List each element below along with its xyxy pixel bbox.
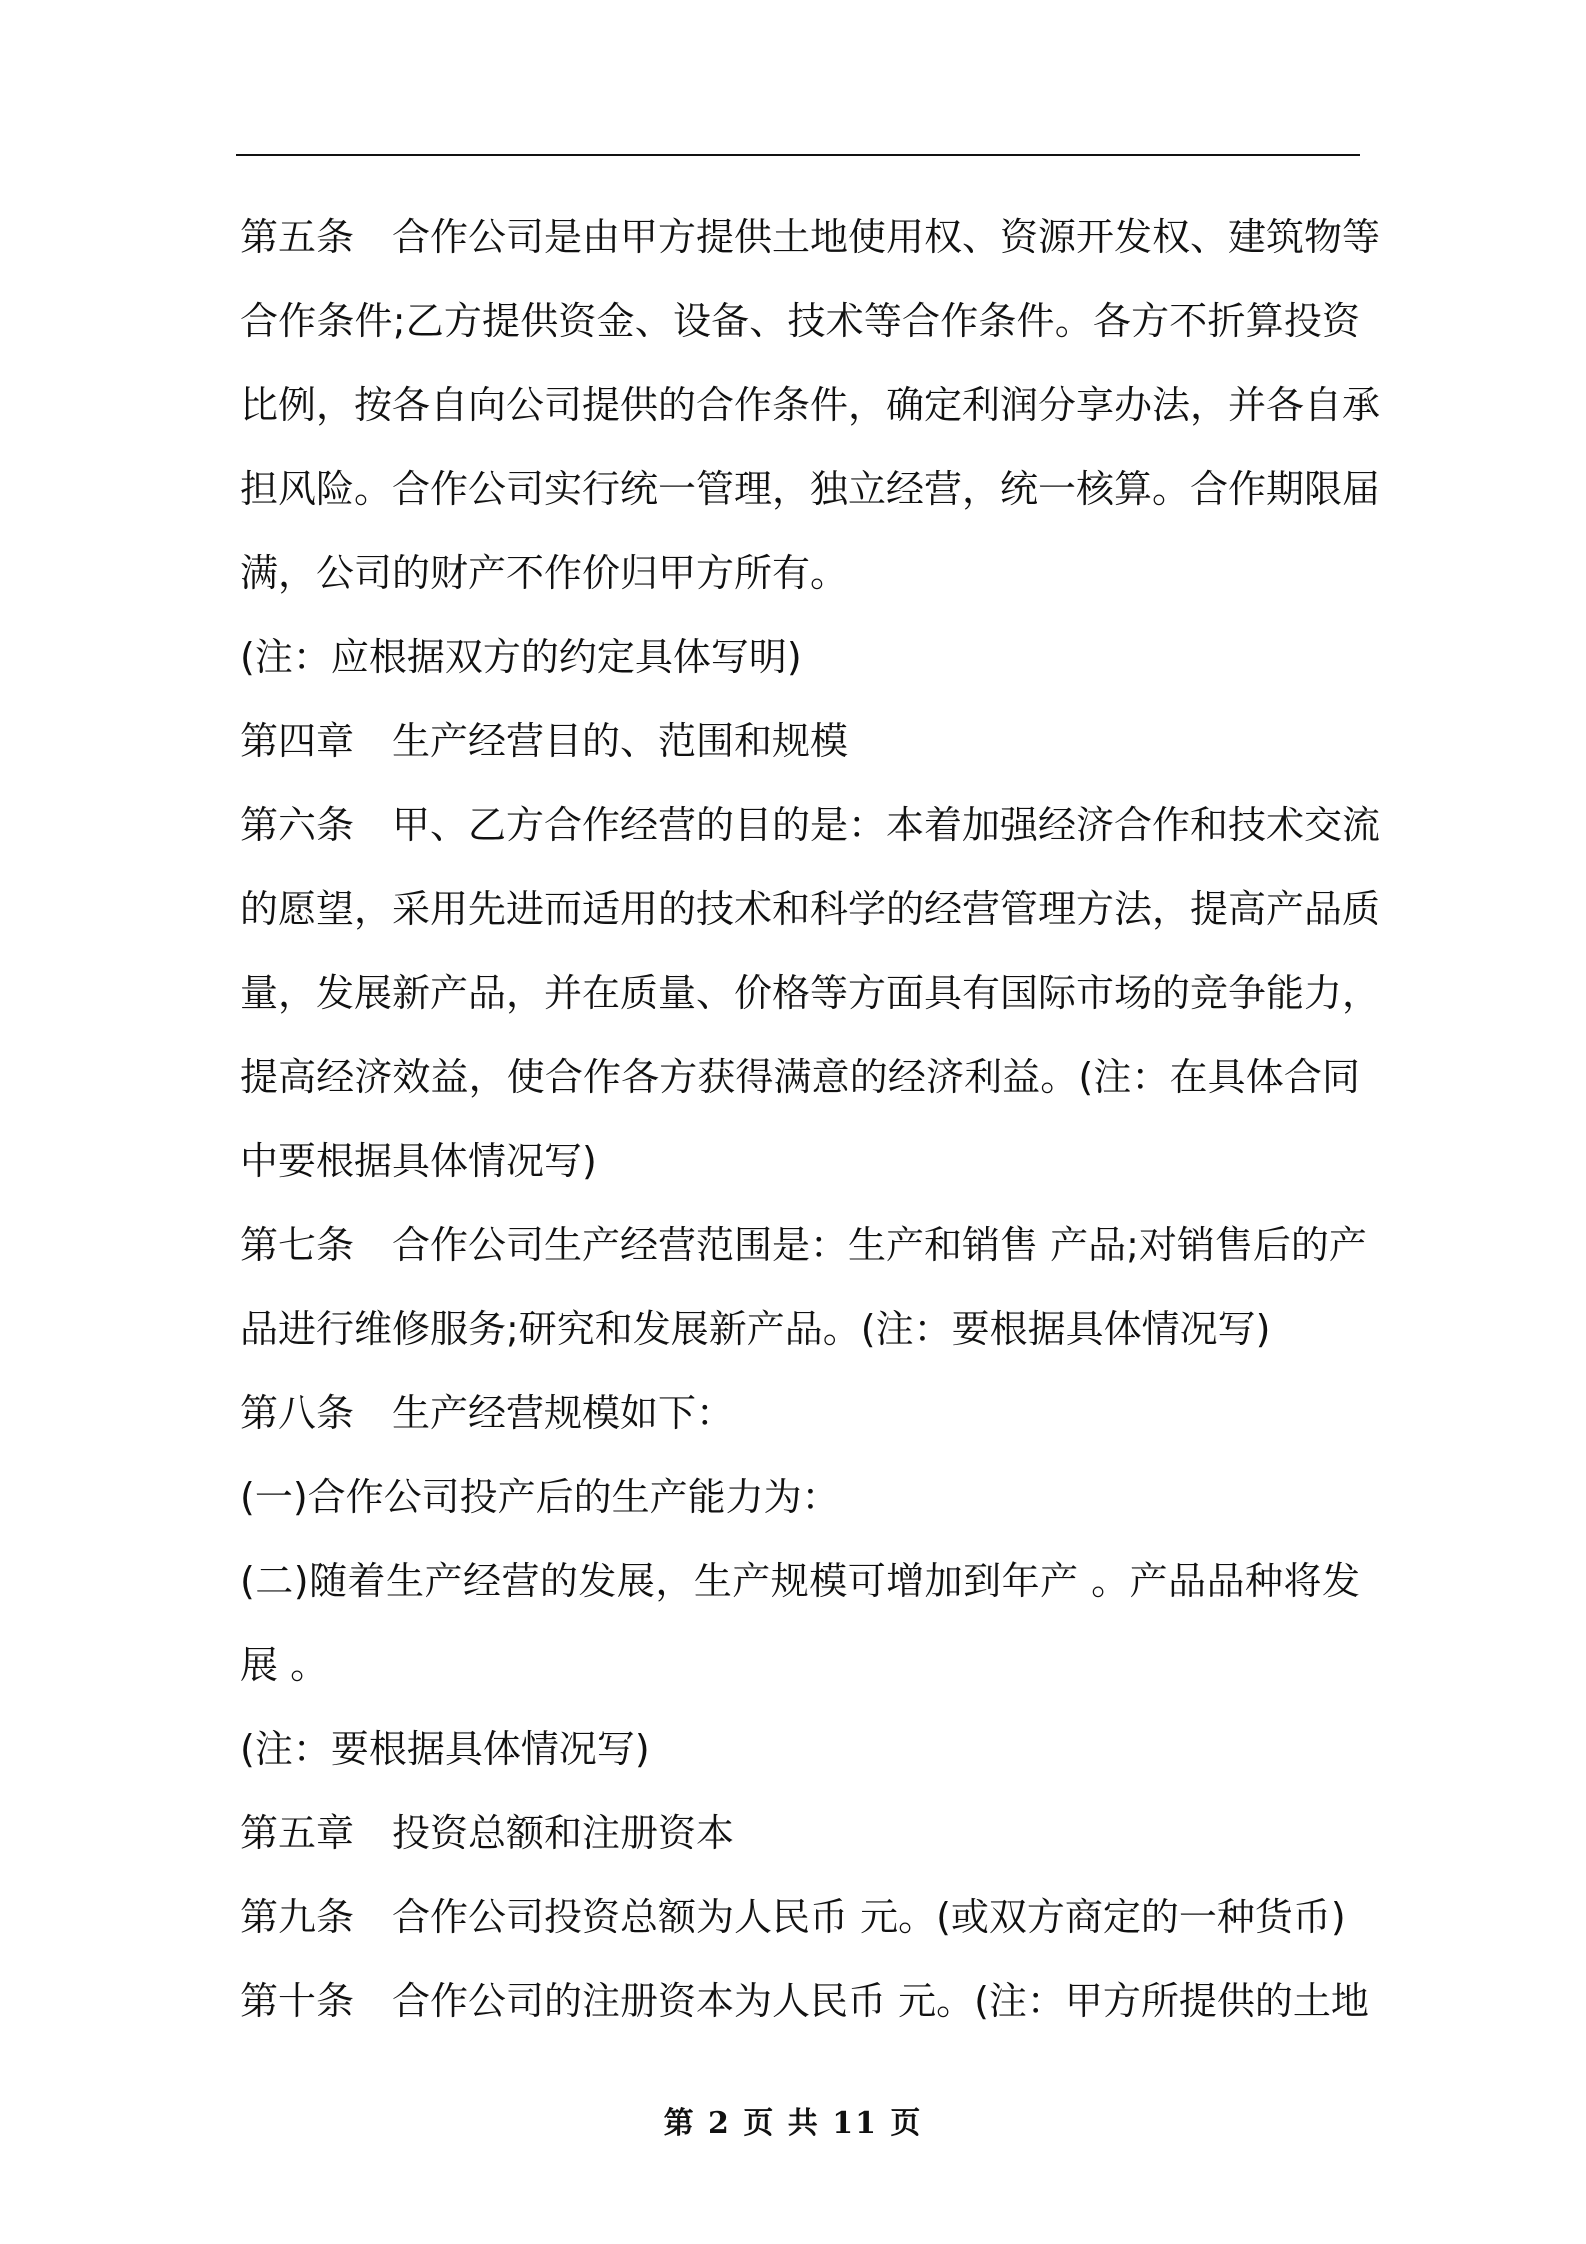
text-line: 中要根据具体情况写) (240, 1139, 597, 1183)
chapter-heading: 第四章 生产经营目的、范围和规模 (240, 719, 849, 763)
page-number: 第 2 页 共 11 页 (663, 2106, 923, 2141)
document-body (240, 195, 1381, 2043)
text-line: 第七条 合作公司生产经营范围是：生产和销售 产品;对销售后的产 (240, 1223, 1367, 1267)
text-line: 品进行维修服务;研究和发展新产品。(注：要根据具体情况写) (240, 1307, 1271, 1351)
text-line: 担风险。合作公司实行统一管理，独立经营，统一核算。合作期限届 (240, 467, 1381, 511)
text-line: 第九条 合作公司投资总额为人民币 元。(或双方商定的一种货币) (240, 1895, 1346, 1939)
text-line: (注：应根据双方的约定具体写明) (240, 635, 802, 679)
text-line: 第六条 甲、乙方合作经营的目的是：本着加强经济合作和技术交流 (240, 803, 1381, 847)
header-rule (236, 154, 1360, 156)
text-line: 第八条 生产经营规模如下： (240, 1391, 735, 1435)
text-line: (一)合作公司投产后的生产能力为： (240, 1475, 840, 1519)
text-line: 展 。 (240, 1643, 329, 1687)
text-line: (二)随着生产经营的发展，生产规模可增加到年产 。产品品种将发 (240, 1559, 1360, 1603)
text-line: 合作条件;乙方提供资金、设备、技术等合作条件。各方不折算投资 (240, 299, 1360, 343)
chapter-heading: 第五章 投资总额和注册资本 (240, 1811, 735, 1855)
text-line: 的愿望，采用先进而适用的技术和科学的经营管理方法，提高产品质 (240, 887, 1381, 931)
text-line: 满，公司的财产不作价归甲方所有。 (240, 551, 849, 595)
text-line: 量，发展新产品，并在质量、价格等方面具有国际市场的竞争能力， (240, 971, 1381, 1015)
text-line: 第五条 合作公司是由甲方提供土地使用权、资源开发权、建筑物等 (240, 215, 1381, 259)
text-line: 第十条 合作公司的注册资本为人民币 元。(注：甲方所提供的土地 (240, 1979, 1369, 2023)
text-line: (注：要根据具体情况写) (240, 1727, 650, 1771)
text-line: 比例，按各自向公司提供的合作条件，确定利润分享办法，并各自承 (240, 383, 1381, 427)
text-line: 提高经济效益，使合作各方获得满意的经济利益。(注：在具体合同 (240, 1055, 1360, 1099)
